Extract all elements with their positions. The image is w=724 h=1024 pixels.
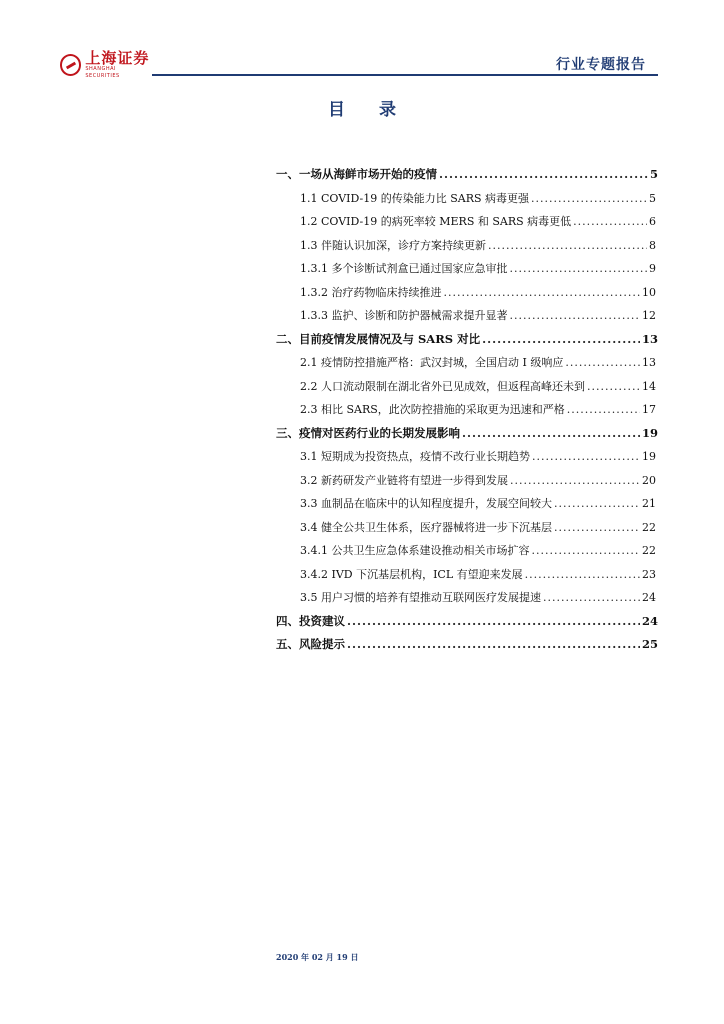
- toc-leader-dots: [554, 497, 640, 510]
- toc-leader-dots: [347, 614, 640, 628]
- toc-entry-page: 8: [649, 238, 656, 252]
- toc-leader-dots: [347, 637, 640, 651]
- toc-entry-page: 17: [642, 403, 656, 416]
- toc-entry[interactable]: [276, 284, 656, 308]
- toc-entry[interactable]: [276, 378, 656, 402]
- toc-entry-text: 1.2 COVID-19 的病死率较 MERS 和 SARS 病毒更低: [300, 215, 572, 228]
- toc-entry[interactable]: [276, 354, 656, 378]
- logo-cn: 上海证券: [85, 48, 150, 67]
- toc-entry-text: 3.5 用户习惯的培养有望推动互联网医疗发展提速: [300, 591, 541, 604]
- toc-entry-text: 3.4.1 公共卫生应急体系建设推动相关市场扩容: [300, 544, 530, 557]
- toc-entry-page: 9: [649, 262, 656, 275]
- toc-entry-text: 1.3.2 治疗药物临床持续推进: [300, 285, 442, 299]
- toc-leader-dots: [509, 309, 640, 322]
- header-divider: [152, 74, 658, 76]
- toc-leader-dots: [573, 215, 647, 228]
- toc-entry-page: 14: [642, 379, 656, 393]
- toc-entry-text: 一、一场从海鲜市场开始的疫情: [276, 167, 437, 181]
- toc-leader-dots: [567, 403, 640, 416]
- toc-entry-text: 1.3 伴随认识加深，诊疗方案持续更新: [300, 238, 486, 252]
- toc-entry[interactable]: [276, 613, 656, 637]
- toc-leader-dots: [531, 544, 640, 557]
- toc-entry-page: 5: [649, 191, 656, 205]
- report-type: 行业专题报告: [556, 57, 646, 73]
- toc-entry-text: 3.4.2 IVD 下沉基层机构，ICL 有望迎来发展: [300, 567, 523, 581]
- toc-leader-dots: [554, 521, 640, 534]
- toc-leader-dots: [462, 426, 640, 440]
- toc-entry-text: 3.1 短期成为投资热点，疫情不改行业长期趋势: [300, 450, 530, 463]
- footer-date: 2020 年 02 月 19 日: [276, 952, 359, 962]
- company-logo: [60, 48, 150, 79]
- toc-entry[interactable]: [276, 401, 656, 425]
- toc-entry-page: 19: [642, 450, 656, 463]
- toc-entry[interactable]: [276, 636, 656, 660]
- page-header: [0, 0, 724, 80]
- toc-leader-dots: [482, 332, 640, 346]
- toc-entry-text: 二、目前疫情发展情况及与 SARS 对比: [276, 331, 481, 346]
- toc-entry-page: 24: [642, 591, 656, 604]
- toc-entry-text: 2.1 疫情防控措施严格：武汉封城，全国启动 I 级响应: [300, 356, 564, 369]
- toc-leader-dots: [531, 192, 647, 205]
- toc-entry-text: 3.2 新药研发产业链将有望进一步得到发展: [300, 473, 508, 487]
- toc-entry-page: 12: [642, 309, 656, 322]
- logo-text: [85, 48, 150, 80]
- toc-entry-text: 1.3.3 监护、诊断和防护器械需求提升显著: [300, 309, 508, 322]
- toc-leader-dots: [565, 356, 640, 369]
- toc-entry[interactable]: [276, 542, 656, 566]
- toc-entry-text: 3.4 健全公共卫生体系，医疗器械将进一步下沉基层: [300, 520, 552, 534]
- toc-entry[interactable]: [276, 519, 656, 543]
- toc-entry[interactable]: [276, 472, 656, 496]
- toc-entry-page: 10: [642, 285, 656, 299]
- toc-entry-page: 20: [642, 473, 656, 487]
- toc-entry-text: 1.3.1 多个诊断试剂盒已通过国家应急审批: [300, 262, 508, 275]
- toc-entry-page: 13: [642, 356, 656, 369]
- toc-entry[interactable]: [276, 589, 656, 613]
- toc-entry[interactable]: [276, 237, 656, 261]
- toc-entry-text: 1.1 COVID-19 的传染能力比 SARS 病毒更强: [300, 191, 530, 205]
- toc-leader-dots: [532, 450, 640, 463]
- toc-leader-dots: [439, 167, 648, 181]
- toc-leader-dots: [510, 474, 640, 487]
- toc-entry-text: 三、疫情对医药行业的长期发展影响: [276, 425, 460, 440]
- toc-entry-page: 13: [641, 331, 658, 346]
- toc-entry-page: 25: [641, 637, 658, 651]
- logo-emblem-icon: [60, 54, 81, 76]
- toc-entry-text: 2.3 相比 SARS，此次防控措施的采取更为迅速和严格: [300, 403, 565, 416]
- toc-entry-text: 四、投资建议: [276, 613, 345, 628]
- toc-entry[interactable]: [276, 166, 656, 190]
- toc-entry[interactable]: [276, 425, 656, 449]
- toc-entry[interactable]: [276, 213, 656, 237]
- toc-entry-page: 22: [642, 544, 656, 557]
- page-title: 目 录: [328, 100, 410, 120]
- toc-entry-text: 五、风险提示: [276, 637, 345, 651]
- toc-leader-dots: [444, 286, 641, 299]
- toc-leader-dots: [543, 591, 640, 604]
- toc-entry[interactable]: [276, 307, 656, 331]
- toc-leader-dots: [509, 262, 647, 275]
- toc-entry-page: 24: [641, 613, 658, 628]
- toc-entry[interactable]: [276, 260, 656, 284]
- toc-entry[interactable]: [276, 495, 656, 519]
- table-of-contents: [276, 166, 656, 660]
- toc-entry[interactable]: [276, 566, 656, 590]
- toc-entry-page: 6: [649, 215, 656, 228]
- toc-entry-page: 22: [642, 520, 656, 534]
- toc-entry[interactable]: [276, 448, 656, 472]
- toc-entry-text: 2.2 人口流动限制在湖北省外已见成效，但返程高峰还未到: [300, 379, 585, 393]
- toc-entry[interactable]: [276, 331, 656, 355]
- logo-en: SHANGHAI SECURITIES: [85, 65, 120, 79]
- toc-leader-dots: [525, 568, 640, 581]
- toc-entry-page: 23: [642, 567, 656, 581]
- toc-entry-text: 3.3 血制品在临床中的认知程度提升，发展空间较大: [300, 497, 552, 510]
- toc-leader-dots: [587, 380, 640, 393]
- toc-entry-page: 19: [641, 425, 658, 440]
- toc-entry-page: 21: [642, 497, 656, 510]
- toc-leader-dots: [488, 239, 647, 252]
- toc-entry[interactable]: [276, 190, 656, 214]
- toc-entry-page: 5: [649, 167, 658, 181]
